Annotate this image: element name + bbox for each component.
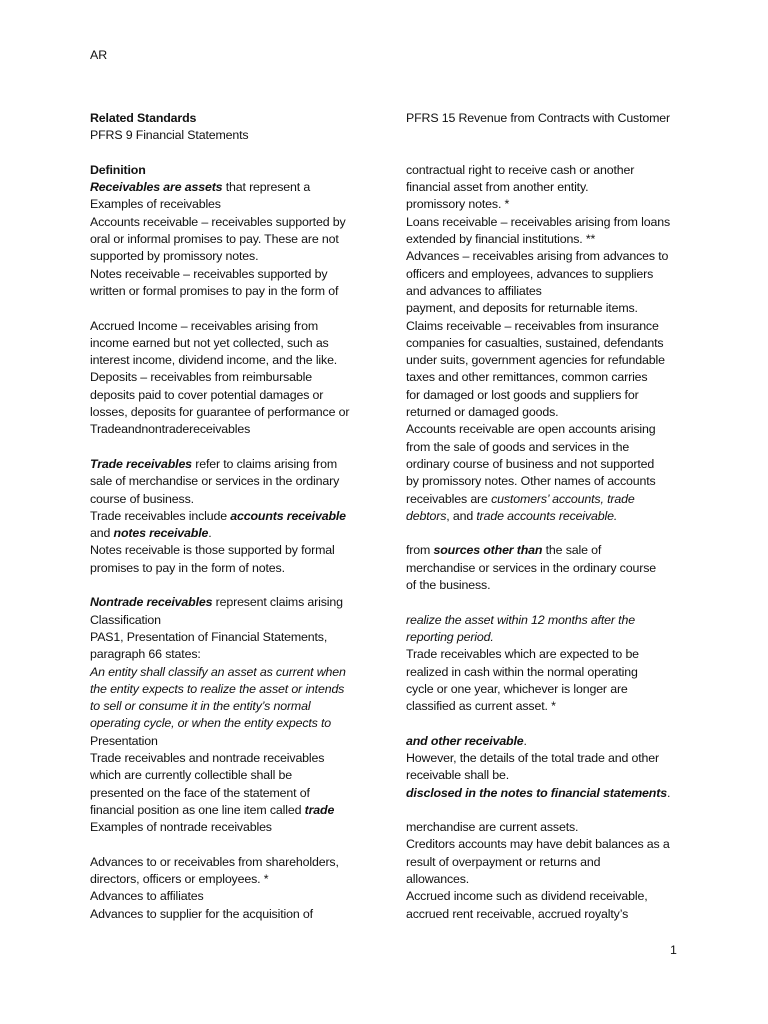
text-run: paragraph 66 states: <box>90 647 201 662</box>
text-run: officers and employees, advances to suppliers <box>406 266 654 281</box>
text-line <box>406 750 696 767</box>
text-line <box>90 196 370 213</box>
text-run: to sell or consume it in the entity’s normal <box>90 699 311 714</box>
text-line <box>406 110 696 127</box>
text-line <box>406 560 696 577</box>
text-line <box>90 283 370 300</box>
text-run: trade <box>304 802 335 817</box>
text-line <box>406 196 696 213</box>
text-line <box>90 404 370 421</box>
text-line <box>406 421 696 438</box>
text-line <box>90 421 370 438</box>
text-run: Claims receivable – receivables from insurance <box>406 318 659 333</box>
text-run: Notes receivable – receivables supported by <box>90 266 328 281</box>
text-run: taxes and other remittances, common carries <box>406 370 648 385</box>
text-line <box>406 318 696 335</box>
blank-line <box>90 300 370 317</box>
text-run: merchandise or services in the ordinary course <box>406 560 656 575</box>
text-line <box>90 560 370 577</box>
text-run: . <box>666 785 671 800</box>
text-run: Advances to or receivables from shareholders, <box>90 854 339 869</box>
text-line <box>90 491 370 508</box>
text-run: and other receivable <box>406 733 524 748</box>
text-line <box>90 819 370 836</box>
page-number: 1 <box>670 943 677 957</box>
text-line <box>90 369 370 386</box>
text-line <box>90 473 370 490</box>
text-line <box>406 854 696 871</box>
text-run: merchandise are current assets. <box>406 820 579 835</box>
text-line <box>406 387 696 404</box>
text-run: sale of merchandise or services in the ordinary <box>90 474 340 489</box>
text-run: Accrued income such as dividend receivable, <box>406 889 648 904</box>
text-line <box>90 664 370 681</box>
text-run: Presentation <box>90 733 158 748</box>
text-run: the sale of <box>542 543 602 558</box>
text-line <box>90 594 370 611</box>
text-line <box>90 767 370 784</box>
text-run: refer to claims arising from <box>191 456 338 471</box>
text-line <box>90 888 370 905</box>
text-run: from the sale of goods and services in the <box>406 439 630 454</box>
text-line <box>90 542 370 559</box>
text-line <box>90 785 370 802</box>
text-line <box>90 387 370 404</box>
text-line <box>406 819 696 836</box>
text-line <box>406 266 696 283</box>
text-line <box>90 456 370 473</box>
text-run: debtors <box>406 508 447 523</box>
text-line <box>406 664 696 681</box>
text-run: of the business. <box>406 578 491 593</box>
blank-line <box>90 577 370 594</box>
text-run: PFRS 9 Financial Statements <box>90 128 249 143</box>
text-line <box>406 283 696 300</box>
text-line <box>90 231 370 248</box>
text-line <box>90 525 370 542</box>
text-line <box>406 439 696 456</box>
text-run: which are currently collectible shall be <box>90 768 292 783</box>
text-line <box>90 318 370 335</box>
left-column <box>90 110 370 923</box>
text-run: Notes receivable is those supported by formal <box>90 543 335 558</box>
text-line <box>406 352 696 369</box>
text-run: course of business. <box>90 491 194 506</box>
text-run: companies for casualties, sustained, defendants <box>406 335 664 350</box>
text-run: for damaged or lost goods and suppliers for <box>406 387 639 402</box>
text-line <box>90 508 370 525</box>
text-line <box>90 127 370 144</box>
text-line <box>90 352 370 369</box>
text-line <box>406 179 696 196</box>
text-run: accrued rent receivable, accrued royalty’s <box>406 906 629 921</box>
text-run: Tradeandnontradereceivables <box>90 422 251 437</box>
text-run: allowances. <box>406 872 470 887</box>
text-run: Creditors accounts may have debit balances as a <box>406 837 670 852</box>
text-line <box>406 733 696 750</box>
text-run: accounts receivable <box>230 508 346 523</box>
blank-line <box>90 145 370 162</box>
text-run: financial position as one line item called <box>90 802 305 817</box>
text-run: result of overpayment or returns and <box>406 854 601 869</box>
blank-line <box>406 802 696 819</box>
text-line <box>406 906 696 923</box>
text-run: Trade receivables include <box>90 508 231 523</box>
text-line <box>406 836 696 853</box>
text-line <box>406 369 696 386</box>
text-run: sources other than <box>433 543 543 558</box>
text-line <box>90 266 370 283</box>
text-line <box>406 871 696 888</box>
text-run: and <box>90 526 114 541</box>
text-run: Examples of nontrade receivables <box>90 820 272 835</box>
text-run: Accrued Income – receivables arising from <box>90 318 318 333</box>
text-run: customers’ accounts, trade <box>491 491 635 506</box>
blank-line <box>406 715 696 732</box>
text-run: Deposits – receivables from reimbursable <box>90 370 312 385</box>
text-run: PFRS 15 Revenue from Contracts with Customer <box>406 111 671 125</box>
text-line <box>90 715 370 732</box>
text-run: income earned but not yet collected, such as <box>90 335 329 350</box>
blank-line <box>90 836 370 853</box>
text-run: Accounts receivable – receivables supported by <box>90 214 346 229</box>
text-run: realize the asset within 12 months after the <box>406 612 635 627</box>
text-line <box>406 335 696 352</box>
text-line <box>90 612 370 629</box>
text-run: and advances to affiliates <box>406 283 542 298</box>
text-run: disclosed in the notes to financial statements <box>406 785 667 800</box>
right-column <box>406 110 696 923</box>
text-run: Trade receivables and nontrade receivables <box>90 750 325 765</box>
text-line <box>90 214 370 231</box>
text-run: . <box>208 526 212 541</box>
text-line <box>90 629 370 646</box>
text-run: promissory notes. * <box>406 197 510 212</box>
text-line <box>406 681 696 698</box>
text-run: losses, deposits for guarantee of performance or <box>90 405 350 420</box>
text-line <box>406 214 696 231</box>
text-run: oral or informal promises to pay. These are not <box>90 232 339 247</box>
text-run: interest income, dividend income, and the like. <box>90 353 338 368</box>
text-run: Advances to supplier for the acquisition of <box>90 906 313 921</box>
blank-line <box>406 594 696 611</box>
text-run: presented on the face of the statement of <box>90 785 310 800</box>
text-run: from <box>406 543 434 558</box>
text-run: Related Standards <box>90 111 197 125</box>
text-line <box>406 473 696 490</box>
text-run: However, the details of the total trade and other <box>406 750 660 765</box>
text-run: returned or damaged goods. <box>406 405 559 420</box>
text-run: that represent a <box>222 180 311 195</box>
text-line <box>406 888 696 905</box>
text-run: Trade receivables which are expected to be <box>406 647 639 662</box>
text-line <box>406 612 696 629</box>
text-run: , and <box>446 508 477 523</box>
text-line <box>90 681 370 698</box>
text-line <box>406 646 696 663</box>
text-run: contractual right to receive cash or another <box>406 162 635 177</box>
blank-line <box>90 439 370 456</box>
text-run: Definition <box>90 162 146 177</box>
text-run: financial asset from another entity. <box>406 180 589 195</box>
text-run: realized in cash within the normal operating <box>406 664 638 679</box>
text-line <box>90 802 370 819</box>
text-run: written or formal promises to pay in the form of <box>90 283 339 298</box>
text-line <box>90 110 370 127</box>
text-line <box>406 248 696 265</box>
text-line <box>406 767 696 784</box>
text-run: under suits, government agencies for refundable <box>406 353 665 368</box>
text-line <box>90 750 370 767</box>
text-line <box>406 698 696 715</box>
text-line <box>406 456 696 473</box>
text-run: operating cycle, or when the entity expects to <box>90 716 332 731</box>
text-run: promises to pay in the form of notes. <box>90 560 285 575</box>
text-run: represent claims arising <box>212 595 343 610</box>
text-line <box>90 179 370 196</box>
text-line <box>406 542 696 559</box>
text-run: receivable shall be. <box>406 768 510 783</box>
text-line <box>90 871 370 888</box>
text-run: deposits paid to cover potential damages or <box>90 387 324 402</box>
text-run: An entity shall classify an asset as current when <box>90 664 346 679</box>
text-line <box>90 646 370 663</box>
text-line <box>406 629 696 646</box>
text-run: supported by promissory notes. <box>90 249 259 264</box>
text-line <box>90 733 370 750</box>
text-line <box>406 785 696 802</box>
blank-line <box>406 145 696 162</box>
text-run: Advances – receivables arising from advances to <box>406 249 669 264</box>
text-line <box>406 491 696 508</box>
text-run: cycle or one year, whichever is longer are <box>406 681 628 696</box>
text-line <box>406 300 696 317</box>
page-header: AR <box>90 48 108 62</box>
text-run: PAS1, Presentation of Financial Statements, <box>90 629 328 644</box>
text-line <box>406 162 696 179</box>
text-run: reporting period. <box>406 629 494 644</box>
text-line <box>90 335 370 352</box>
text-line <box>90 854 370 871</box>
text-run: classified as current asset. * <box>406 699 556 714</box>
text-run: . <box>523 733 527 748</box>
text-run: payment, and deposits for returnable items. <box>406 301 638 316</box>
text-run: extended by financial institutions. ** <box>406 232 596 247</box>
text-run: the entity expects to realize the asset or intends <box>90 681 345 696</box>
text-run: directors, officers or employees. * <box>90 872 269 887</box>
text-run: Trade receivables <box>90 456 192 471</box>
text-run: Loans receivable – receivables arising from loans <box>406 214 671 229</box>
text-line <box>90 698 370 715</box>
text-line <box>90 248 370 265</box>
blank-line <box>406 127 696 144</box>
text-line <box>406 404 696 421</box>
text-run: receivables are <box>406 491 492 506</box>
text-line <box>406 577 696 594</box>
text-run: Accounts receivable are open accounts arising <box>406 422 656 437</box>
text-run: notes receivable <box>113 526 209 541</box>
text-run: Classification <box>90 612 161 627</box>
text-run: Nontrade receivables <box>90 595 213 610</box>
text-run: Examples of receivables <box>90 197 221 212</box>
text-run: Receivables are assets <box>90 180 223 195</box>
text-run: by promissory notes. Other names of accounts <box>406 474 656 489</box>
text-line <box>90 906 370 923</box>
text-line <box>90 162 370 179</box>
text-line <box>406 231 696 248</box>
text-run: ordinary course of business and not supported <box>406 456 655 471</box>
text-run: trade accounts receivable. <box>476 508 618 523</box>
text-line <box>406 508 696 525</box>
text-run: Advances to affiliates <box>90 889 204 904</box>
blank-line <box>406 525 696 542</box>
